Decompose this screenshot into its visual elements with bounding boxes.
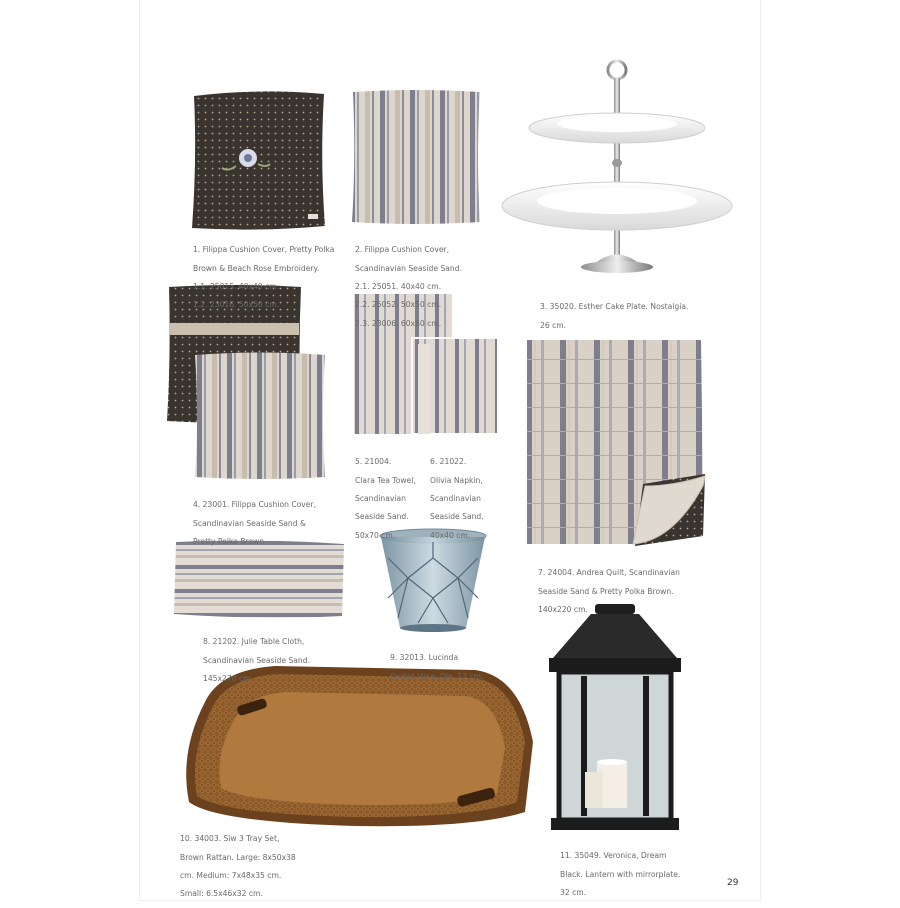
caption-line: Scandinavian Seaside Sand & — [193, 518, 306, 528]
caption-line: 6. 21022. — [430, 457, 467, 467]
caption-line: Brown Rattan. Large: 8x50x38 — [180, 852, 296, 862]
caption-8 — [203, 628, 310, 692]
caption-line: 2.2. 25052. 50x50 cm. — [355, 300, 442, 310]
caption-line: Brown & Beach Rose Embroidery. — [193, 263, 320, 273]
caption-7 — [538, 559, 680, 623]
caption-line: Orchid Vase. Dia. 13 cm. — [390, 671, 484, 681]
page-number: 29 — [727, 878, 739, 888]
product-image-quilt — [523, 336, 708, 551]
caption-line: Seaside Sand. — [430, 512, 484, 522]
product-image-cake-plate — [500, 48, 735, 278]
caption-line: Scandinavian Seaside Sand. — [355, 263, 462, 273]
caption-line: Scandinavian — [355, 494, 406, 504]
caption-line: 7. 24004. Andrea Quilt, Scandinavian — [538, 568, 680, 578]
caption-line: 145x270 cm. — [203, 674, 253, 684]
caption-line: 3. 35020. Esther Cake Plate. Nostalgia. — [540, 302, 689, 312]
caption-line: Seaside Sand. — [355, 512, 409, 522]
caption-line: 40x40 cm. — [430, 530, 471, 540]
caption-line: 5. 21004. — [355, 457, 392, 467]
caption-line: cm. Medium: 7x48x35 cm. — [180, 871, 282, 881]
caption-line: Clara Tea Towel, — [355, 475, 416, 485]
caption-line: Scandinavian Seaside Sand. — [203, 655, 310, 665]
caption-line: 8. 21202. Julie Table Cloth, — [203, 637, 305, 647]
caption-line: Pretty Polka Brown. — [193, 537, 267, 547]
caption-1 — [193, 236, 334, 319]
caption-line: 50x70 cm. — [355, 530, 396, 540]
caption-line: 140x220 cm. — [538, 605, 588, 615]
caption-2 — [355, 236, 462, 337]
caption-line: 1.2. 23016. 50x50 cm. — [193, 300, 280, 310]
caption-line: 9. 32013. Lucinda — [390, 653, 459, 663]
caption-3 — [540, 293, 688, 339]
caption-line: Scandinavian — [430, 494, 481, 504]
caption-line: 11. 35049. Veronica, Dream — [560, 851, 667, 861]
caption-line: 2.1. 25051. 40x40 cm. — [355, 282, 442, 292]
caption-5 — [355, 448, 416, 549]
caption-9 — [390, 644, 483, 690]
caption-line: Small: 6.5x46x32 cm. — [180, 889, 263, 899]
caption-line: 4. 23001. Filippa Cushion Cover, — [193, 500, 317, 510]
caption-line: 32 cm. — [560, 888, 587, 898]
caption-line: Black. Lantern with mirrorplate. — [560, 869, 681, 879]
product-image-lantern — [545, 600, 685, 835]
caption-line: 26 cm. — [540, 320, 567, 330]
caption-line: 10. 34003. Siw 3 Tray Set, — [180, 834, 280, 844]
caption-line: Seaside Sand & Pretty Polka Brown. — [538, 586, 674, 596]
caption-4 — [193, 491, 316, 555]
caption-10 — [180, 825, 296, 908]
caption-line: Olivia Napkin, — [430, 475, 483, 485]
product-image-polka-cushion — [188, 88, 330, 233]
caption-line: 2.3. 23006. 60x60 cm. — [355, 318, 442, 328]
caption-line: 1. Filippa Cushion Cover, Pretty Polka — [193, 245, 335, 255]
caption-6 — [430, 448, 484, 549]
product-image-striped-cushion — [348, 88, 483, 228]
caption-line: 1.1. 25015. 40x40 cm. — [193, 282, 280, 292]
caption-line: 2. Filippa Cushion Cover, — [355, 245, 450, 255]
caption-11 — [560, 842, 680, 906]
